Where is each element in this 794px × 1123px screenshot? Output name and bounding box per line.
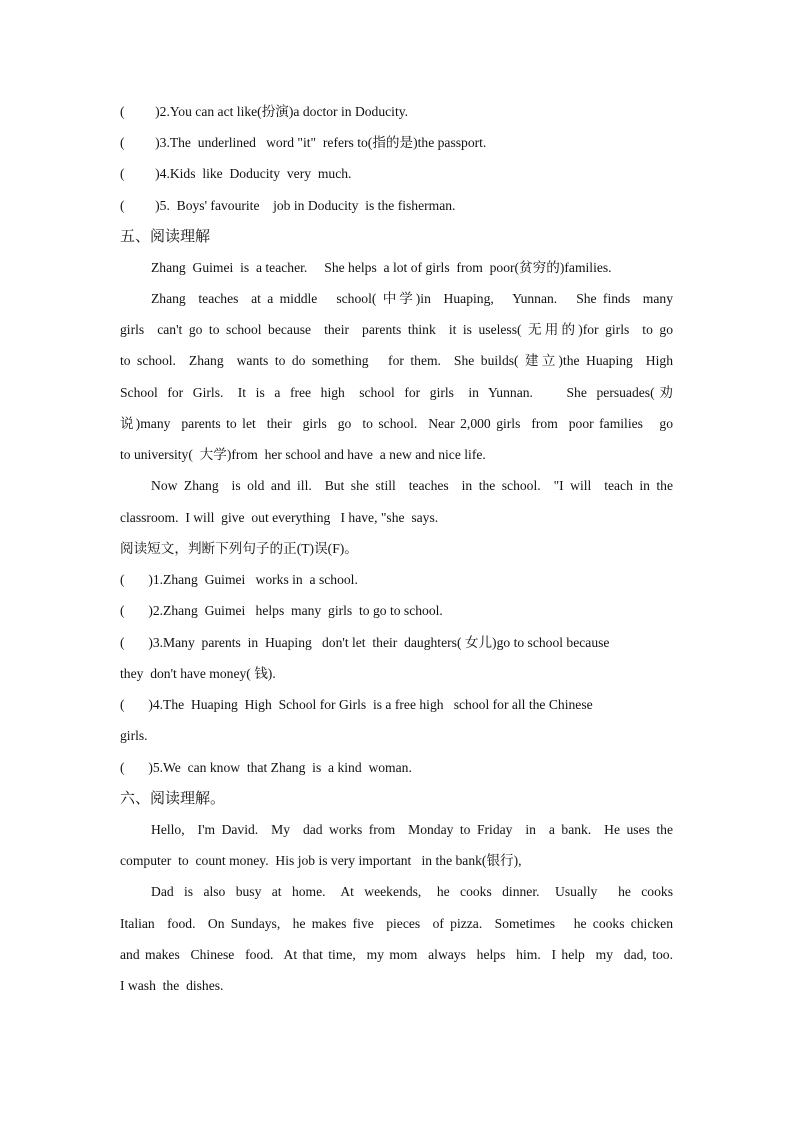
s4-question-4	[120, 164, 673, 184]
s4-question-2	[120, 102, 673, 122]
s5-passage-line-2: Zhang teaches at a middle school( 中学)in Huaping, Yunnan. She finds many	[151, 291, 673, 306]
s5-question-4	[120, 695, 673, 715]
s6-passage-line-3: Dad is also busy at home. At weekends, he cooks dinner. Usually he cooks	[151, 884, 673, 899]
question-text: 4.Kids like Doducity very much.	[159, 166, 352, 181]
answer-blank[interactable]: ( )	[120, 104, 160, 119]
answer-blank[interactable]: ( )	[120, 635, 153, 650]
question-text: 4.The Huaping High School for Girls is a free high school for all the Chinese	[152, 697, 593, 712]
answer-blank[interactable]: ( )	[120, 166, 160, 181]
s5-passage-line-3: girls can't go to school because their parents think it is useless( 无用的)for girls to go	[120, 322, 673, 337]
s6-passage-line-1: Hello, I'm David. My dad works from Monday to Friday in a bank. He uses the	[151, 822, 673, 837]
s6-passage-line-2: computer to count money. His job is very important in the bank(银行),	[120, 853, 522, 868]
s5-passage-line-7: to university( 大学)from her school and have a new and nice life.	[120, 447, 486, 462]
s5-instruction: 阅读短文，判断下列句子的正(T)误(F)。	[120, 541, 358, 556]
question-text: 3.Many parents in Huaping don't let their daughters( 女儿)go to school because	[152, 635, 610, 650]
answer-blank[interactable]: ( )	[120, 697, 153, 712]
s5-question-1	[120, 570, 673, 590]
section6-title: 六、阅读理解。	[120, 791, 226, 807]
s5-question-3	[120, 633, 673, 653]
answer-blank[interactable]: ( )	[120, 198, 160, 213]
answer-blank[interactable]: ( )	[120, 603, 153, 618]
s5-question-3-cont: they don't have money( 钱).	[120, 666, 276, 681]
s5-passage-line-1: Zhang Guimei is a teacher. She helps a lot of girls from poor(贫穷的)families.	[151, 260, 612, 275]
s5-passage-line-4: to school. Zhang wants to do something for them. She builds( 建立)the Huaping High	[120, 353, 673, 368]
question-text: 2.You can act like(扮演)a doctor in Doducity.	[159, 104, 409, 119]
question-text: 5. Boys' favourite job in Doducity is the fisherman.	[159, 198, 456, 213]
s5-passage-line-6: 说)many parents to let their girls go to school. Near 2,000 girls from poor families go	[120, 416, 673, 431]
s5-passage-line-5: School for Girls. It is a free high school for girls in Yunnan. She persuades( 劝	[120, 385, 673, 400]
answer-blank[interactable]: ( )	[120, 572, 153, 587]
s5-question-4-cont: girls.	[120, 728, 148, 743]
section5-title: 五、阅读理解	[120, 229, 211, 245]
answer-blank[interactable]: ( )	[120, 135, 160, 150]
s5-passage-line-9: classroom. I will give out everything I have, "she says.	[120, 510, 439, 525]
s4-question-3	[120, 133, 673, 153]
question-text: 3.The underlined word "it" refers to(指的是)the passport.	[159, 135, 487, 150]
answer-blank[interactable]: ( )	[120, 760, 153, 775]
s5-question-5	[120, 758, 673, 778]
s6-passage-line-6: I wash the dishes.	[120, 978, 224, 993]
s6-passage-line-5: and makes Chinese food. At that time, my mom always helps him. I help my dad, too.	[120, 947, 673, 962]
question-text: 1.Zhang Guimei works in a school.	[152, 572, 358, 587]
s4-question-5	[120, 196, 673, 216]
question-text: 2.Zhang Guimei helps many girls to go to school.	[152, 603, 443, 618]
s5-passage-line-8: Now Zhang is old and ill. But she still teaches in the school. "I will teach in the	[151, 478, 673, 493]
question-text: 5.We can know that Zhang is a kind woman.	[152, 760, 412, 775]
s6-passage-line-4: Italian food. On Sundays, he makes five pieces of pizza. Sometimes he cooks chicken	[120, 916, 673, 931]
s5-question-2	[120, 601, 673, 621]
